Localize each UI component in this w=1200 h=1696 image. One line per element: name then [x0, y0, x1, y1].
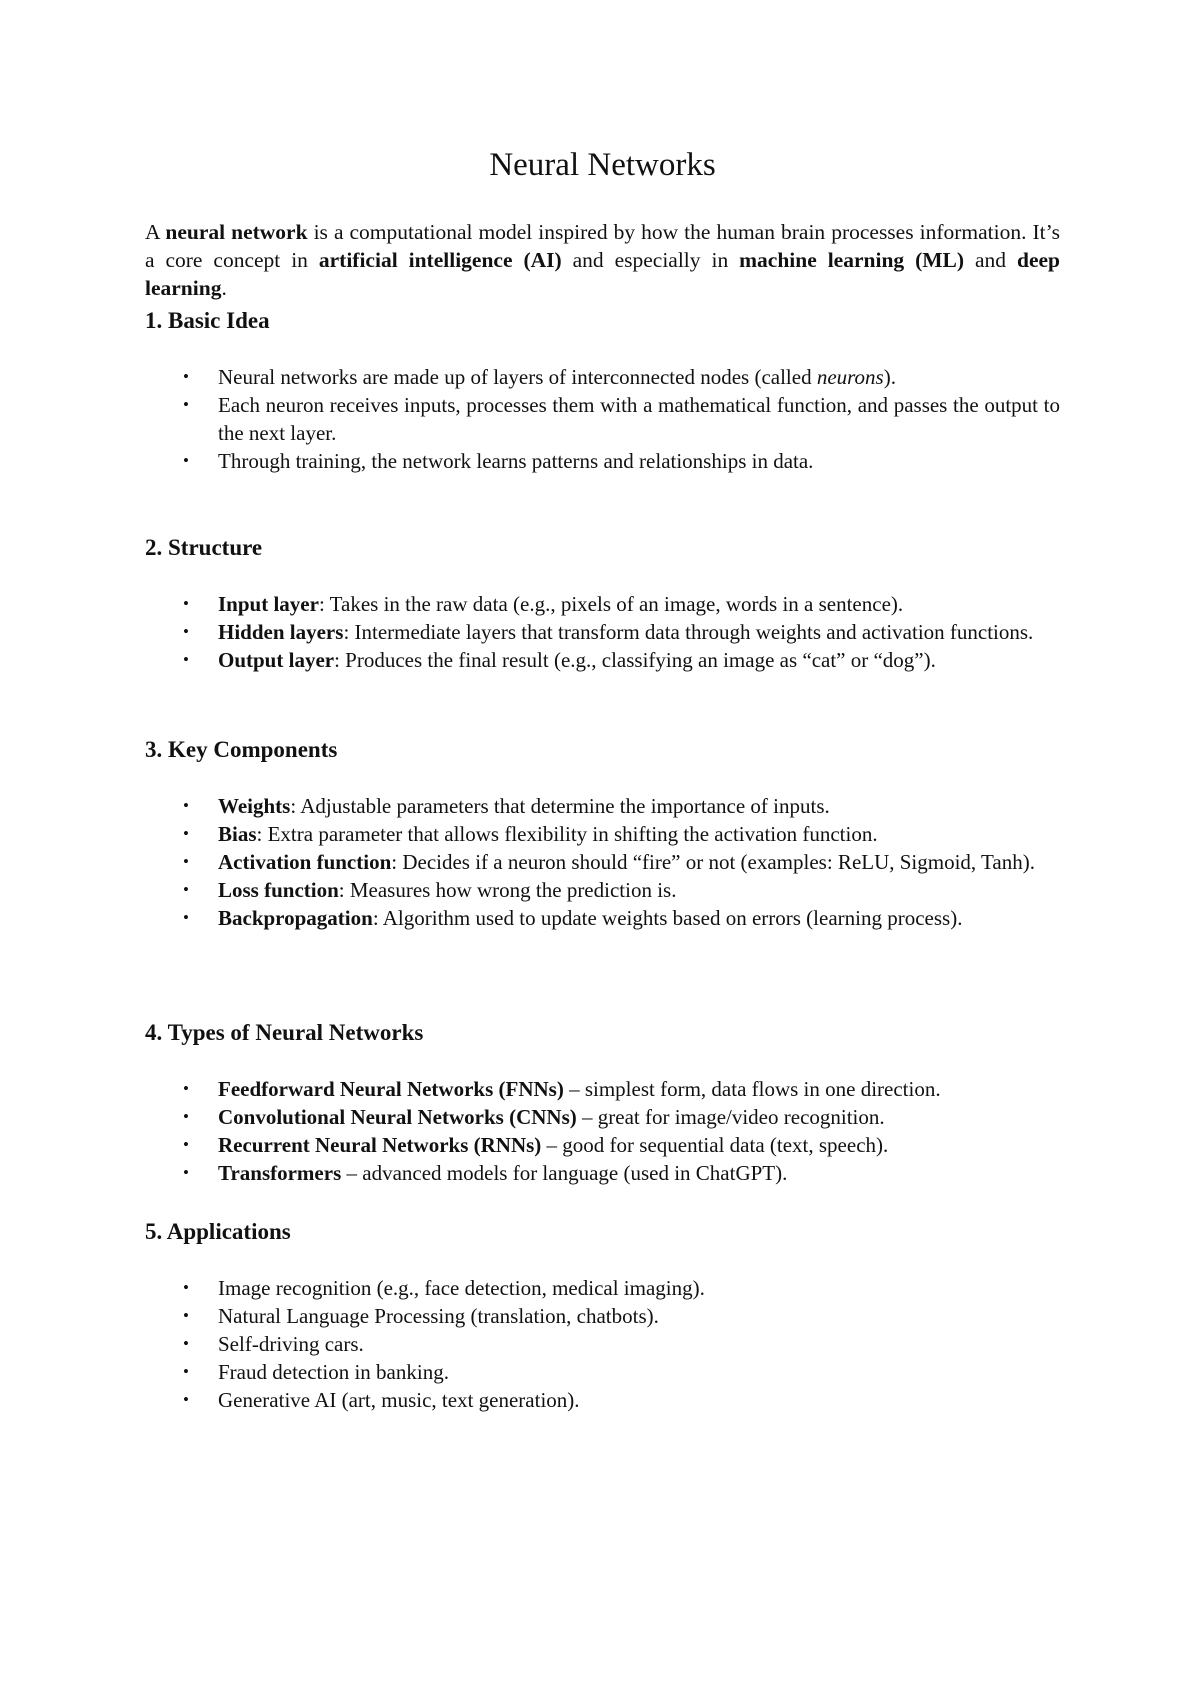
item-term: Activation function	[218, 850, 392, 874]
item-text: – good for sequential data (text, speech).	[541, 1133, 889, 1157]
intro-text: and especially in	[561, 248, 740, 272]
intro-term-deep-learning: deep learning	[145, 248, 1060, 300]
intro-term-neural-network: neural network	[165, 220, 308, 244]
item-text: – advanced models for language (used in ChatGPT).	[341, 1161, 788, 1185]
bullet-list	[145, 590, 1060, 674]
bullet-icon: •	[183, 395, 189, 414]
list-item	[145, 618, 1060, 646]
section-applications	[145, 1218, 1060, 1414]
item-text: : Adjustable parameters that determine the importance of inputs.	[290, 794, 830, 818]
list-item	[145, 391, 1060, 447]
list-item	[145, 1274, 1060, 1302]
intro-text: .	[221, 276, 227, 300]
bullet-icon: •	[183, 1135, 189, 1154]
list-item	[145, 848, 1060, 876]
item-text: ).	[883, 365, 896, 389]
list-item	[145, 792, 1060, 820]
bullet-icon: •	[183, 1390, 189, 1409]
item-text: : Algorithm used to update weights based on errors (learning process).	[372, 906, 963, 930]
list-item	[145, 363, 1060, 391]
item-text: Through training, the network learns patterns and relationships in data.	[218, 449, 814, 473]
item-emphasis: neurons	[816, 365, 884, 389]
item-text: Fraud detection in banking.	[218, 1360, 449, 1384]
intro-text: is a computational model inspired by how the human brain processes information. It’s a core concept in	[145, 220, 1060, 272]
item-text: : Produces the final result (e.g., classifying an image as “cat” or “dog”).	[334, 648, 936, 672]
bullet-icon: •	[183, 1163, 189, 1182]
section-heading: 5. Applications	[145, 1219, 291, 1244]
section-heading: 2. Structure	[145, 535, 263, 560]
section-heading: 4. Types of Neural Networks	[145, 1020, 424, 1045]
bullet-icon: •	[183, 367, 189, 386]
item-term: Feedforward Neural Networks (FNNs)	[218, 1077, 564, 1101]
intro-paragraph	[145, 218, 1060, 302]
list-item	[145, 1131, 1060, 1159]
item-term: Loss function	[218, 878, 339, 902]
bullet-icon: •	[183, 1362, 189, 1381]
bullet-list	[145, 1075, 1060, 1187]
bullet-icon: •	[183, 824, 189, 843]
list-item	[145, 1330, 1060, 1358]
item-text: Image recognition (e.g., face detection, medical imaging).	[218, 1276, 705, 1300]
item-term: Output layer	[218, 648, 335, 672]
item-term: Hidden layers	[218, 620, 344, 644]
list-item	[145, 904, 1060, 932]
item-text: – simplest form, data flows in one direction.	[563, 1077, 941, 1101]
bullet-icon: •	[183, 451, 189, 470]
list-item	[145, 1075, 1060, 1103]
list-item	[145, 1159, 1060, 1187]
list-item	[145, 590, 1060, 618]
list-item	[145, 820, 1060, 848]
item-text: : Extra parameter that allows flexibility in shifting the activation function.	[256, 822, 878, 846]
bullet-icon: •	[183, 1079, 189, 1098]
list-item	[145, 1358, 1060, 1386]
bullet-icon: •	[183, 1306, 189, 1325]
section-heading: 1. Basic Idea	[145, 308, 270, 333]
bullet-list	[145, 1274, 1060, 1414]
section-heading: 3. Key Components	[145, 737, 338, 762]
bullet-icon: •	[183, 594, 189, 613]
section-key-components	[145, 736, 1060, 932]
intro-text: and	[964, 248, 1017, 272]
item-text: Neural networks are made up of layers of interconnected nodes (called	[218, 365, 817, 389]
item-term: Recurrent Neural Networks (RNNs)	[218, 1133, 542, 1157]
item-term: Bias	[218, 822, 257, 846]
list-item	[145, 646, 1060, 674]
section-structure	[145, 534, 1060, 674]
bullet-list	[145, 363, 1060, 475]
list-item	[145, 1386, 1060, 1414]
list-item	[145, 1302, 1060, 1330]
item-term: Convolutional Neural Networks (CNNs)	[218, 1105, 577, 1129]
item-text: : Decides if a neuron should “fire” or not (examples: ReLU, Sigmoid, Tanh).	[391, 850, 1035, 874]
item-term: Transformers	[218, 1161, 342, 1185]
item-text: Self-driving cars.	[218, 1332, 364, 1356]
item-text: Generative AI (art, music, text generation).	[218, 1388, 580, 1412]
list-item	[145, 1103, 1060, 1131]
item-text: Each neuron receives inputs, processes them with a mathematical function, and passes the output to the next layer.	[218, 393, 1060, 445]
bullet-icon: •	[183, 908, 189, 927]
intro-text: A	[145, 220, 166, 244]
item-text: : Measures how wrong the prediction is.	[338, 878, 677, 902]
bullet-list	[145, 792, 1060, 932]
item-text: – great for image/video recognition.	[576, 1105, 885, 1129]
section-basic-idea	[145, 307, 1060, 475]
item-term: Input layer	[218, 592, 319, 616]
bullet-icon: •	[183, 650, 189, 669]
bullet-icon: •	[183, 796, 189, 815]
bullet-icon: •	[183, 880, 189, 899]
bullet-icon: •	[183, 1107, 189, 1126]
bullet-icon: •	[183, 622, 189, 641]
list-item	[145, 447, 1060, 475]
bullet-icon: •	[183, 1278, 189, 1297]
bullet-icon: •	[183, 1334, 189, 1353]
section-types	[145, 1019, 1060, 1187]
item-text: : Intermediate layers that transform data through weights and activation functions.	[343, 620, 1034, 644]
intro-term-ml: machine learning (ML)	[739, 248, 965, 272]
document-title: Neural Networks	[489, 147, 716, 183]
bullet-icon: •	[183, 852, 189, 871]
item-text: Natural Language Processing (translation, chatbots).	[218, 1304, 659, 1328]
item-term: Weights	[218, 794, 291, 818]
intro-term-ai: artificial intelligence (AI)	[318, 248, 562, 272]
item-text: : Takes in the raw data (e.g., pixels of an image, words in a sentence).	[318, 592, 904, 616]
item-term: Backpropagation	[218, 906, 373, 930]
list-item	[145, 876, 1060, 904]
